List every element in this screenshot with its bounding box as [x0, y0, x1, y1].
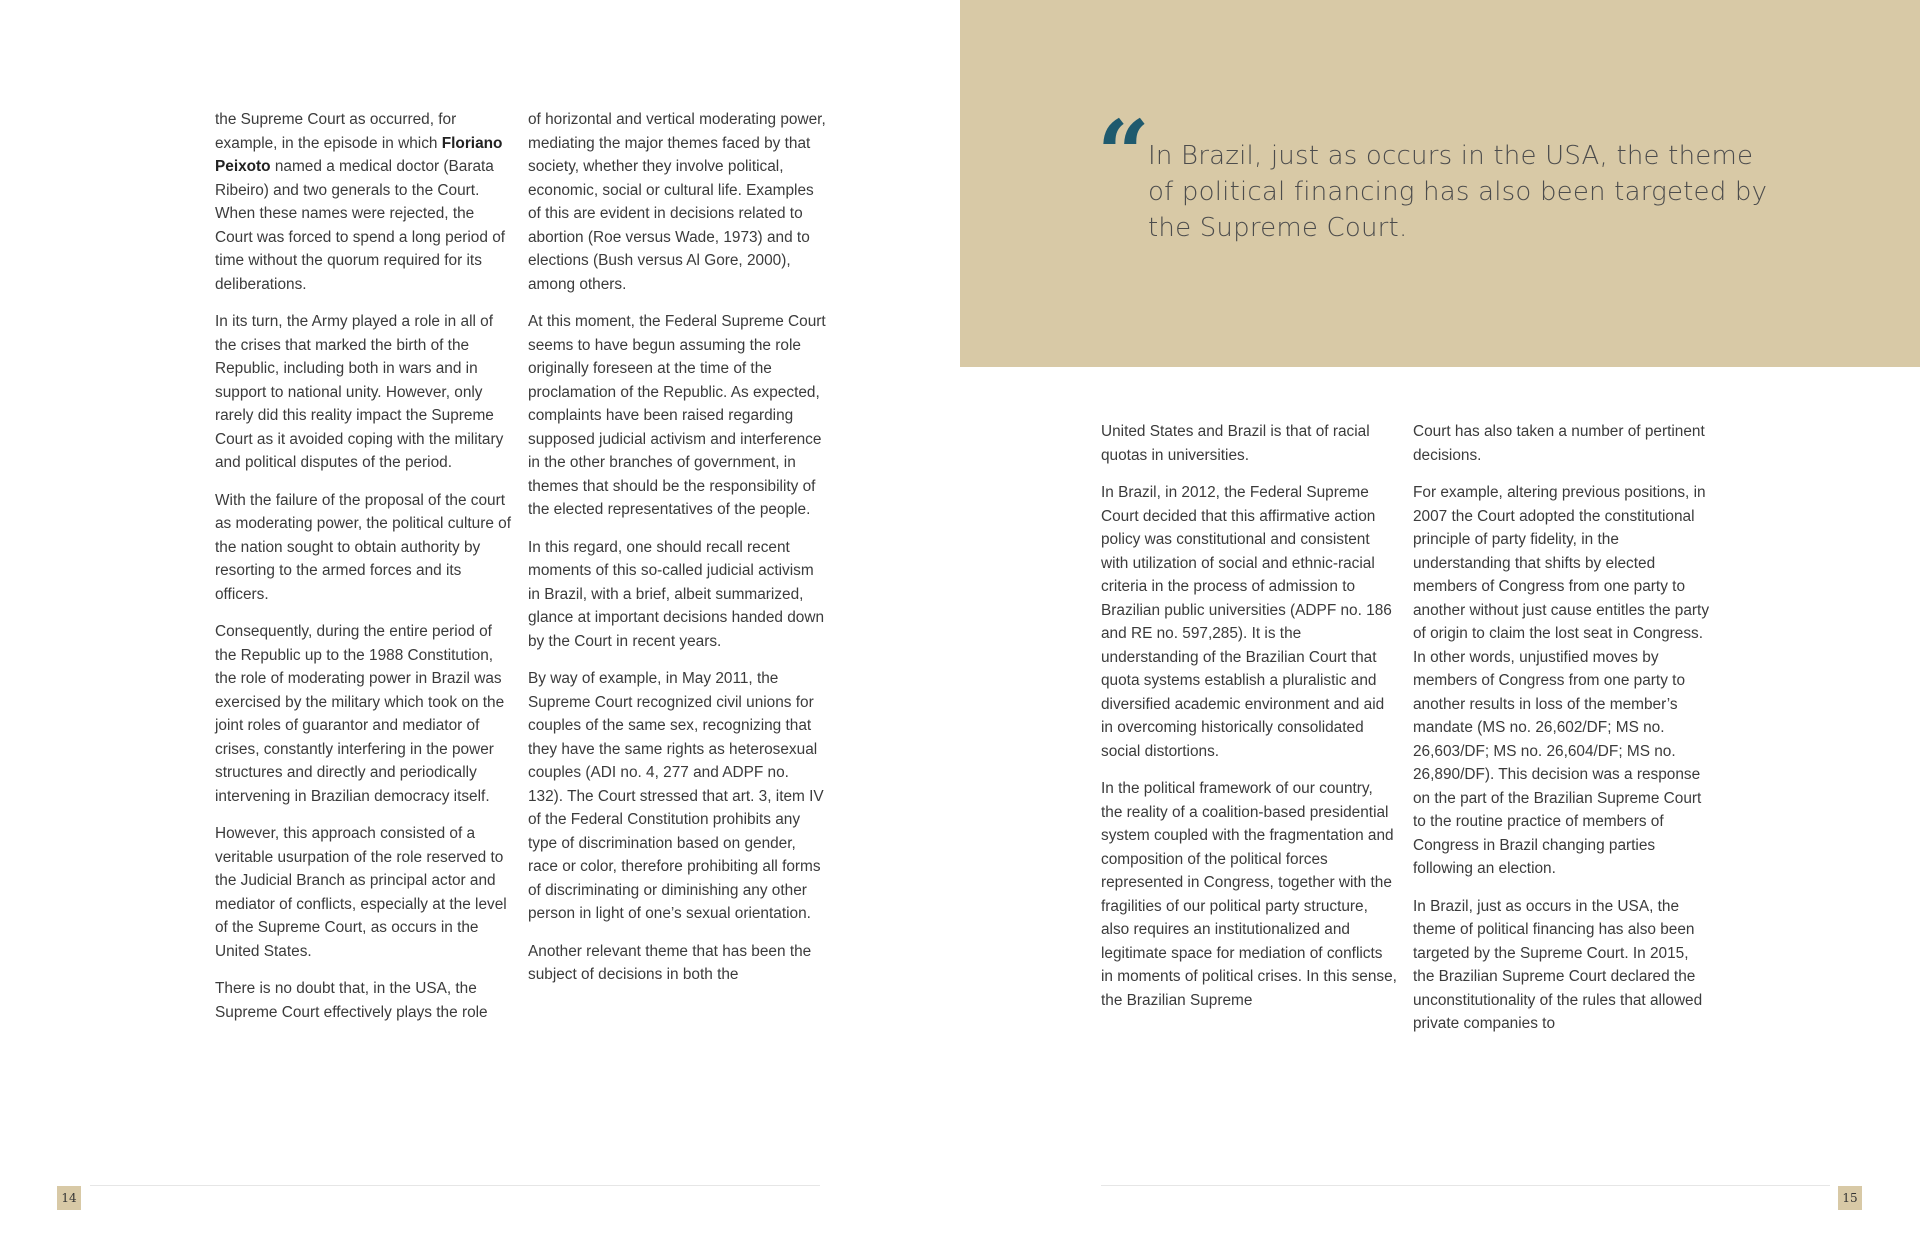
pull-quote-text: In Brazil, just as occurs in the USA, the theme of political financing has also been targeted by the Supreme Court. [1148, 141, 1768, 243]
page-number: 15 [1838, 1186, 1862, 1210]
quote-mark-icon: “ [1097, 100, 1150, 208]
right-column-2 [1413, 420, 1709, 1050]
right-column-1 [1101, 420, 1397, 1026]
right-page [960, 0, 1920, 1242]
paragraph: In its turn, the Army played a role in all of the crises that marked the birth of the Republic, including both in wars and in support to national unity. However, only rarely did this reality impact the Supreme Court as it avoided coping with the military and political disputes of the period. [215, 313, 504, 471]
page-number: 14 [57, 1186, 81, 1210]
paragraph: In Brazil, in 2012, the Federal Supreme Court decided that this affirmative action policy was constitutional and consistent with utilization of social and ethnic-racial criteria in the process of admission to Brazilian public universities (ADPF no. 186 and RE no. 597,285). It is the understanding of the Brazilian Court that quota systems establish a pluralistic and diversified academic environment and aid in overcoming historically consolidated social distortions. [1101, 484, 1392, 760]
pull-quote-box [960, 0, 1920, 367]
paragraph: For example, altering previous positions, in 2007 the Court adopted the constitutional principle of party fidelity, in the understanding that shifts by elected members of Congress from one party to another without just cause entitles the party of origin to claim the lost seat in Congress. In other words, unjustified moves by members of Congress from one party to another results in loss of the member’s mandate (MS no. 26,602/DF; MS no. 26,603/DF; MS no. 26,604/DF; MS no. 26,890/DF). This decision was a response on the part of the Brazilian Supreme Court to the routine practice of members of Congress in Brazil changing parties following an election. [1413, 484, 1710, 877]
paragraph: In this regard, one should recall recent moments of this so-called judicial activism in Brazil, with a brief, albeit summarized, glance at important decisions handed down by the Court in recent years. [528, 538, 825, 650]
footer-divider [90, 1185, 820, 1186]
paragraph: Another relevant theme that has been the subject of decisions in both the [528, 942, 812, 983]
paragraph: At this moment, the Federal Supreme Court seems to have begun assuming the role originally foreseen at the time of the proclamation of the Republic. As expected, complaints have been raised regarding supposed judicial activism and interference in the other branches of government, in themes that should be the responsibility of the elected representatives of the people. [528, 313, 826, 518]
paragraph: Consequently, during the entire period of the Republic up to the 1988 Constitution, the role of moderating power in Brazil was exercised by the military which took on the joint roles of guarantor and mediator of crises, constantly interfering in the power structures and directly and periodically intervening in Brazilian democracy itself. [215, 623, 505, 805]
paragraph: However, this approach consisted of a veritable usurpation of the role reserved to the Judicial Branch as principal actor and mediator of conflicts, especially at the level of the Supreme Court, as occurs in the United States. [215, 825, 507, 960]
footer-divider [1101, 1185, 1830, 1186]
paragraph: By way of example, in May 2011, the Supreme Court recognized civil unions for couples of the same sex, recognizing that they have the same rights as heterosexual couples (ADI no. 4, 277 and ADPF no. 132). The Court stressed that art. 3, item IV of the Federal Constitution prohibits any type of discrimination based on gender, race or color, therefore prohibiting all forms of discriminating or diminishing any other person in light of one’s sexual orientation. [528, 670, 824, 922]
paragraph: In Brazil, just as occurs in the USA, the theme of political financing has also been targeted by the Supreme Court. In 2015, the Brazilian Supreme Court declared the unconstitutionality of the rules that allowed private companies to [1413, 897, 1703, 1032]
paragraph: the Supreme Court as occurred, for example, in the episode in which Floriano Peixoto named a medical doctor (Barata Ribeiro) and two generals to the Court. When these names were rejected, the Court was forced to spend a long period of time without the quorum required for its deliberations. [215, 111, 506, 293]
paragraph: In the political framework of our country, the reality of a coalition-based presidential system coupled with the fragmentation and composition of the political forces represented in Congress, together with the fragilities of our political party structure, also requires an institutionalized and legitimate space for mediation of conflicts in moments of political crises. In this sense, the Brazilian Supreme [1101, 780, 1397, 1009]
left-column-2 [528, 108, 828, 1001]
paragraph: of horizontal and vertical moderating power, mediating the major themes faced by that society, whether they involve political, economic, social or cultural life. Examples of this are evident in decisions related to abortion (Roe versus Wade, 1973) and to elections (Bush versus Al Gore, 2000), among others. [528, 111, 826, 293]
paragraph: Court has also taken a number of pertinent decisions. [1413, 423, 1705, 464]
bold-name: Floriano Peixoto [215, 134, 503, 175]
paragraph: With the failure of the proposal of the court as moderating power, the political culture of the nation sought to obtain authority by resorting to the armed forces and its officers. [215, 491, 512, 603]
paragraph: United States and Brazil is that of racial quotas in universities. [1101, 423, 1370, 464]
left-column-1 [215, 108, 511, 1038]
paragraph: There is no doubt that, in the USA, the Supreme Court effectively plays the role [215, 980, 488, 1021]
